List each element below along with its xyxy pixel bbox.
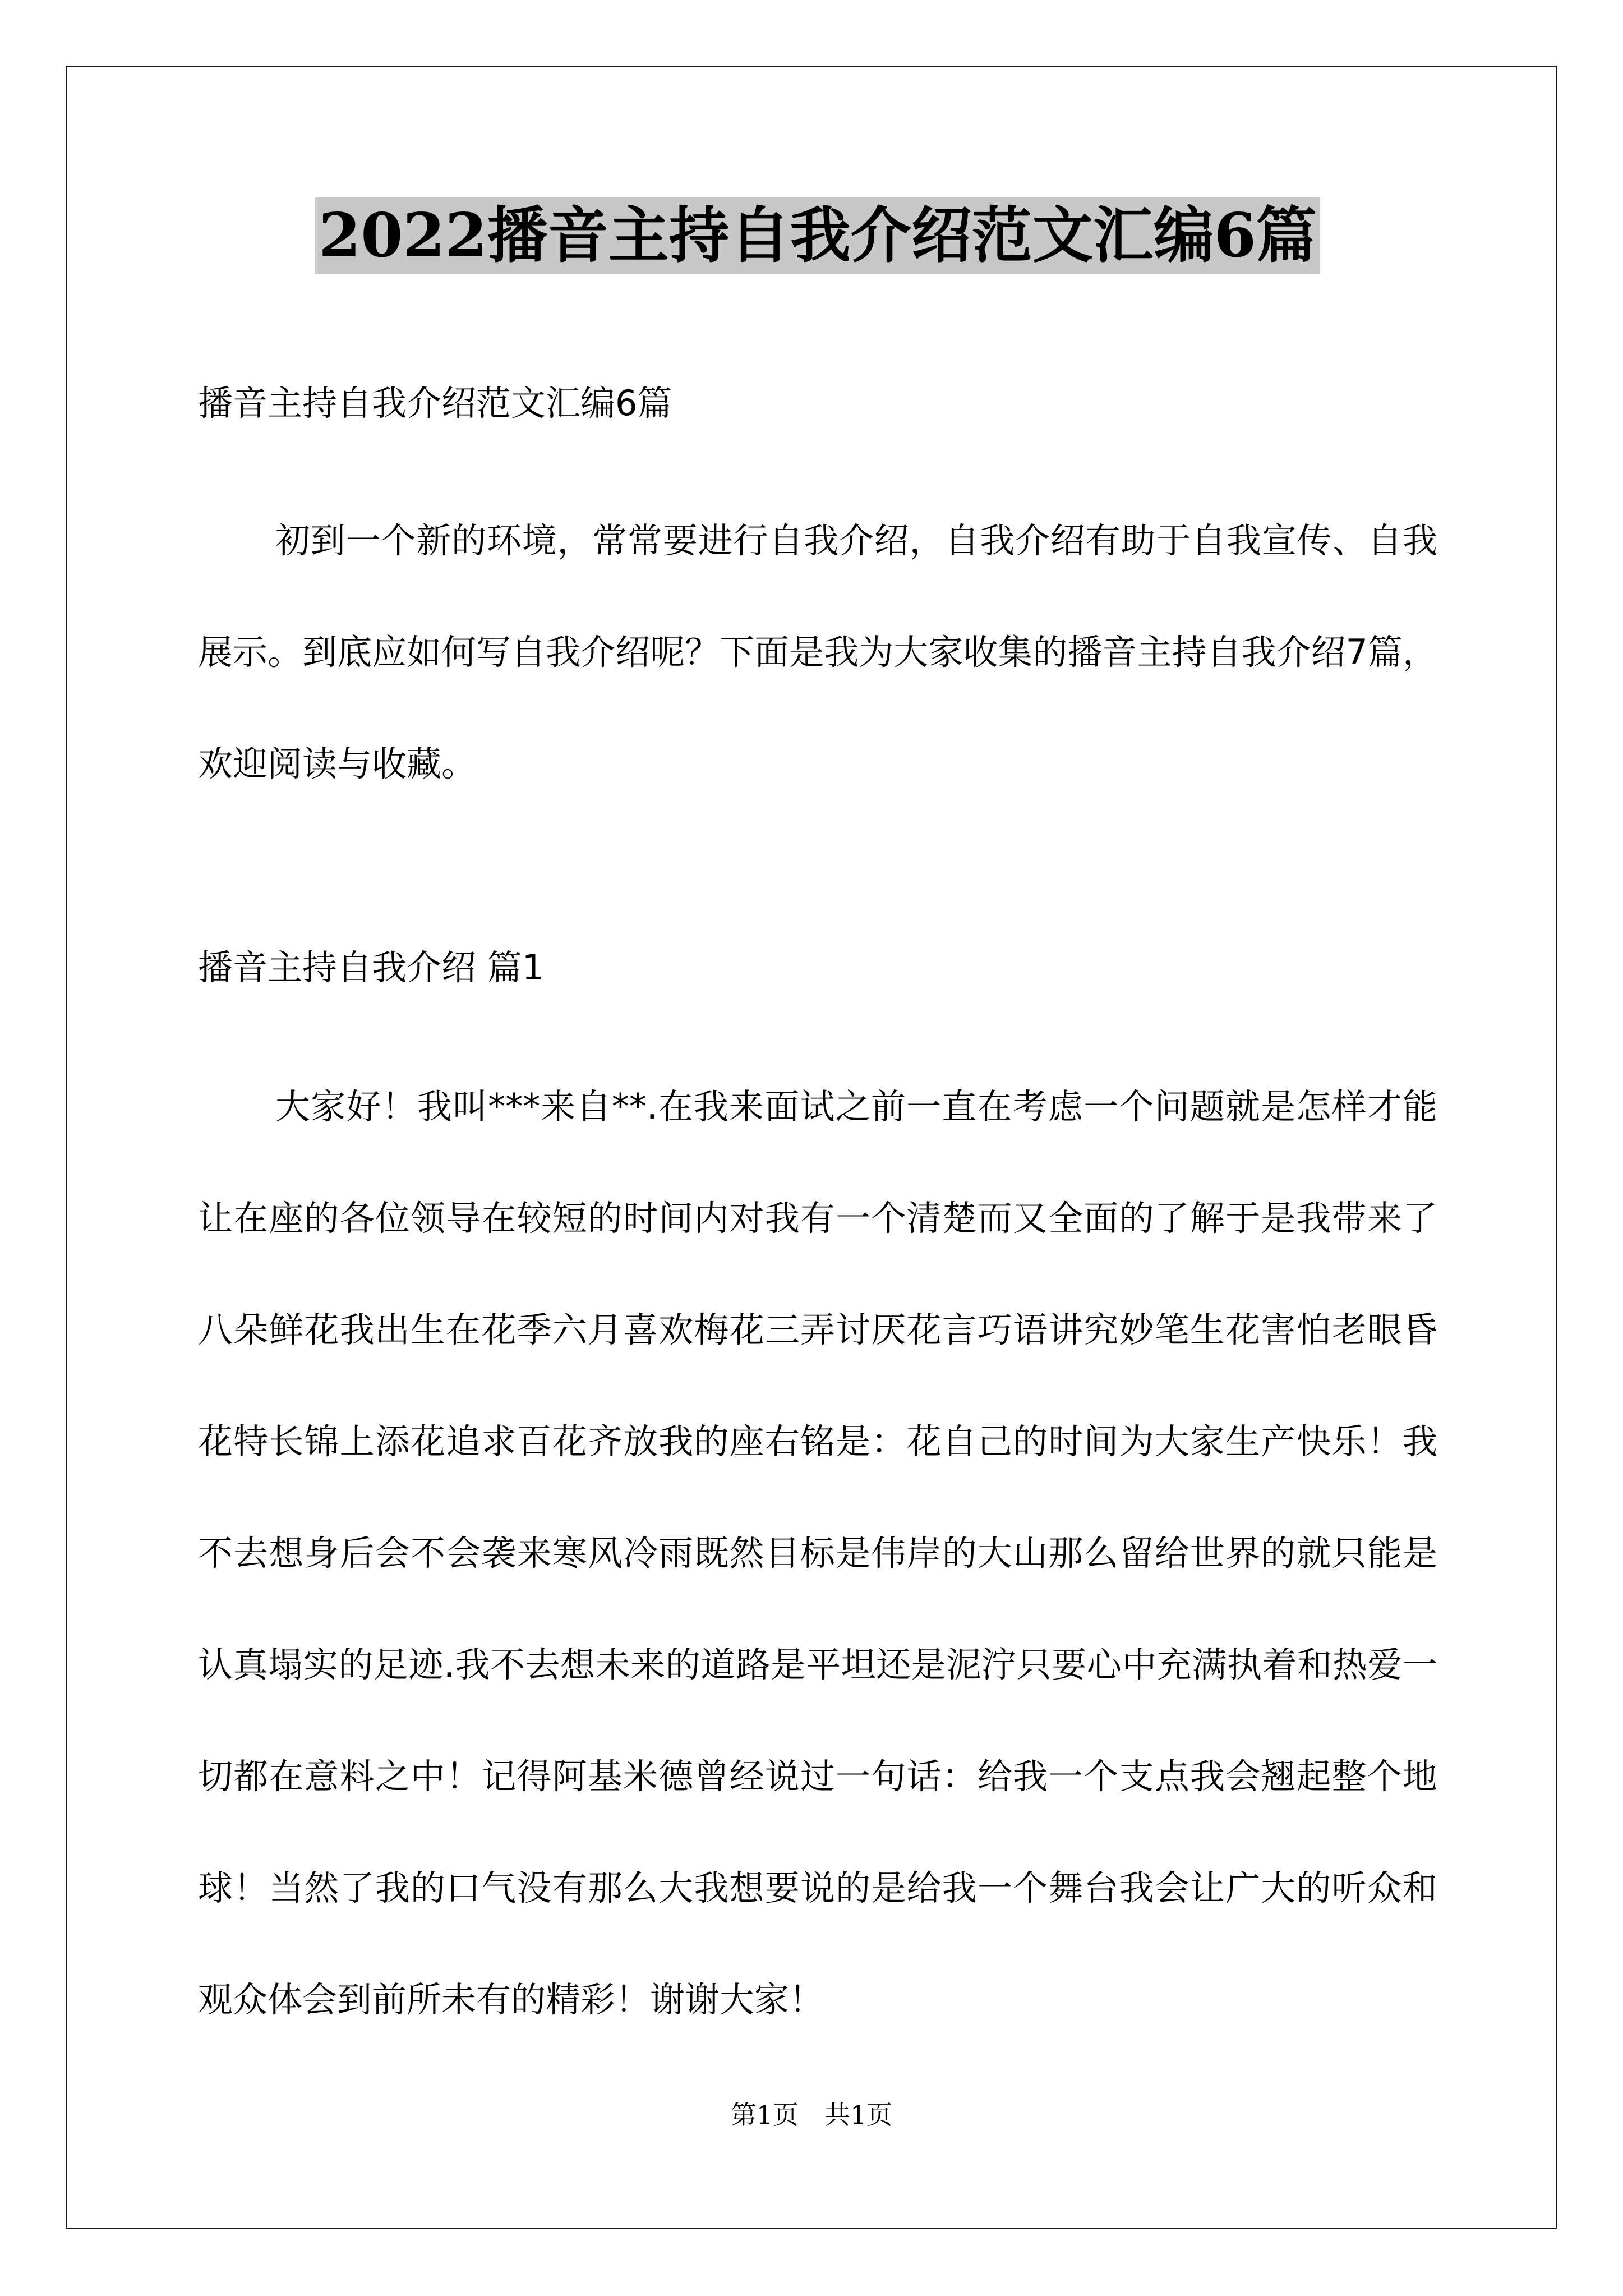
- page-footer: 第1页 共1页: [730, 2100, 893, 2130]
- intro-paragraph: 初到一个新的环境，常常要进行自我介绍，自我介绍有助于自我宣传、自我展示。到底应如何写自我介绍呢？下面是我为大家收集的播音主持自我介绍7篇，欢迎阅读与收藏。: [198, 520, 1437, 784]
- section-paragraph: 大家好！我叫***来自**.在我来面试之前一直在考虑一个问题就是怎样才能让在座的各位领导在较短的时间内对我有一个清楚而又全面的了解于是我带来了八朵鲜花我出生在花季六月喜欢梅花三弄讨厌花言巧语讲究妙笔生花害怕老眼昏花特长锦上添花追求百花齐放我的座右铭是：花自己的时间为大家生产快乐！我不去想身后会不会袭来寒风冷雨既然目标是伟岸的大山那么留给世界的就只能是认真塌实的足迹.我不去想未来的道路是平坦还是泥泞只要心中充满执着和热爱一切都在意料之中！记得阿基米德曾经说过一句话：给我一个支点我会翘起整个地球！当然了我的口气没有那么大我想要说的是给我一个舞台我会让广大的听众和观众体会到前所未有的精彩！谢谢大家！: [198, 1086, 1437, 2020]
- section-heading: 播音主持自我介绍 篇1: [198, 947, 545, 988]
- document-title-text: 2022播音主持自我介绍范文汇编6篇: [315, 197, 1320, 274]
- document-subtitle: 播音主持自我介绍范文汇编6篇: [198, 383, 672, 424]
- document-content: [198, 197, 1437, 2055]
- document-title: [198, 197, 1437, 274]
